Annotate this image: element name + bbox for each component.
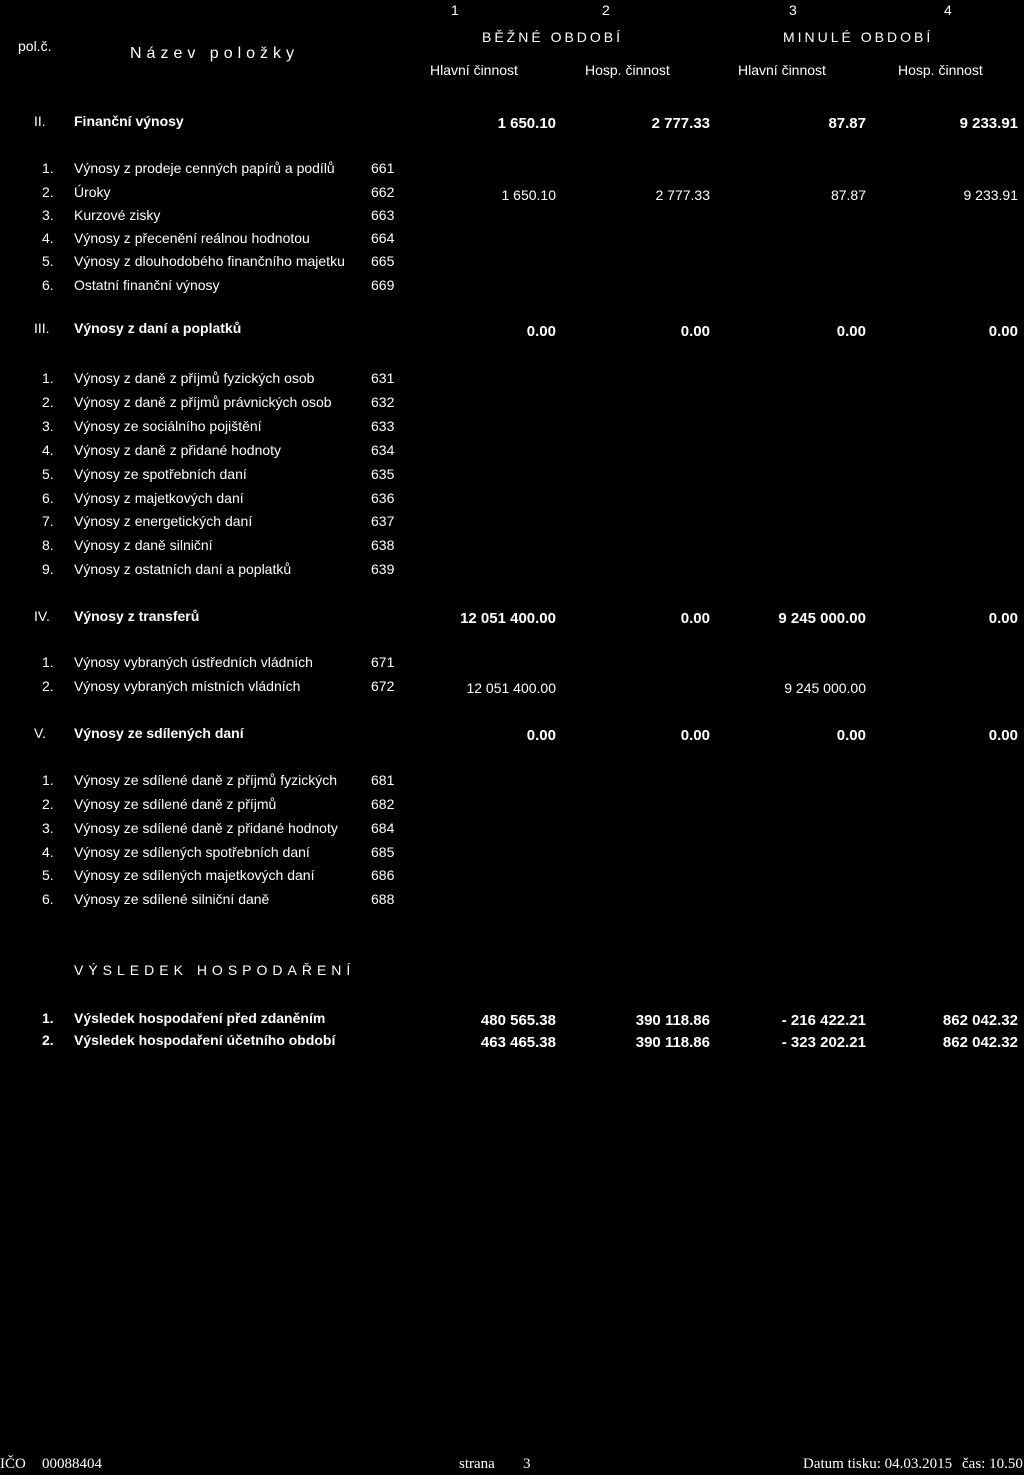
section-roman: III. [34, 320, 50, 336]
result-row-label: Výsledek hospodaření před zdaněním [74, 1010, 326, 1026]
item-number-heading: pol.č. [18, 38, 52, 54]
column-number-2: 2 [602, 2, 610, 18]
item-label: Výnosy ze sdílených spotřebních daní [74, 844, 310, 860]
section-value-col3: 87.87 [828, 115, 866, 132]
section-roman: IV. [34, 608, 50, 624]
item-label: Výnosy z daně z příjmů fyzických osob [74, 370, 315, 386]
item-label: Výnosy z majetkových daní [74, 490, 244, 506]
result-value-col3: - 216 422.21 [781, 1012, 866, 1029]
section-value-col1: 0.00 [526, 727, 556, 744]
item-number: 1. [42, 370, 54, 386]
item-code: 685 [371, 844, 395, 860]
column-number-4: 4 [944, 2, 952, 18]
item-code: 681 [371, 772, 395, 788]
item-number: 1. [42, 160, 54, 176]
item-number: 1. [42, 772, 54, 788]
section-value-col2: 0.00 [680, 323, 710, 340]
item-number: 2. [42, 796, 54, 812]
item-label: Výnosy ze sdílené daně z příjmů fyzických [74, 772, 338, 788]
section-value-col4: 0.00 [988, 610, 1018, 627]
item-value-col1: 1 650.10 [501, 187, 556, 203]
item-value-col1: 12 051 400.00 [466, 680, 556, 696]
item-code: 633 [371, 418, 395, 434]
item-number: 5. [42, 466, 54, 482]
item-code: 669 [371, 277, 395, 293]
item-number: 2. [42, 184, 54, 200]
section-title: Výnosy z daní a poplatků [74, 320, 242, 336]
previous-main-activity-heading: Hlavní činnost [738, 62, 826, 78]
item-number: 3. [42, 418, 54, 434]
item-code: 632 [371, 394, 395, 410]
section-value-col2: 0.00 [680, 610, 710, 627]
result-value-col1: 463 465.38 [480, 1034, 556, 1051]
item-label: Výnosy vybraných místních vládních [74, 678, 301, 694]
item-code: 639 [371, 561, 395, 577]
current-period-heading: BĚŽNÉ OBDOBÍ [482, 29, 624, 45]
item-code: 634 [371, 442, 395, 458]
section-value-col3: 0.00 [836, 323, 866, 340]
item-code: 662 [371, 184, 395, 200]
item-number: 5. [42, 867, 54, 883]
section-value-col3: 0.00 [836, 727, 866, 744]
current-main-activity-heading: Hlavní činnost [430, 62, 518, 78]
item-code: 684 [371, 820, 395, 836]
item-code: 635 [371, 466, 395, 482]
item-number: 1. [42, 654, 54, 670]
item-code: 663 [371, 207, 395, 223]
item-value-col3: 87.87 [830, 187, 866, 203]
column-number-1: 1 [451, 2, 459, 18]
item-label: Výnosy z daně silniční [74, 537, 213, 553]
current-economic-activity-heading: Hosp. činnost [585, 62, 670, 78]
item-code: 688 [371, 891, 395, 907]
print-time: čas: 10.50 [962, 1456, 1023, 1472]
result-row-number: 1. [42, 1010, 54, 1026]
item-label: Výnosy z energetických daní [74, 513, 253, 529]
page-label: strana [459, 1456, 495, 1472]
item-label: Výnosy z přecenění reálnou hodnotou [74, 230, 310, 246]
item-number: 3. [42, 207, 54, 223]
result-title: VÝSLEDEK HOSPODAŘENÍ [74, 962, 356, 978]
item-number: 8. [42, 537, 54, 553]
section-value-col1: 1 650.10 [497, 115, 556, 132]
item-code: 682 [371, 796, 395, 812]
result-value-col4: 862 042.32 [942, 1012, 1018, 1029]
item-value-col3: 9 245 000.00 [784, 680, 866, 696]
item-label: Úroky [74, 184, 111, 200]
item-number: 7. [42, 513, 54, 529]
section-value-col4: 0.00 [988, 727, 1018, 744]
item-value-col4: 9 233.91 [963, 187, 1018, 203]
section-value-col2: 2 777.33 [651, 115, 710, 132]
item-label: Výnosy z prodeje cenných papírů a podílů [74, 160, 335, 176]
item-label: Výnosy z ostatních daní a poplatků [74, 561, 292, 577]
item-number: 5. [42, 253, 54, 269]
item-number: 3. [42, 820, 54, 836]
result-value-col3: - 323 202.21 [781, 1034, 866, 1051]
section-roman: II. [34, 113, 46, 129]
previous-period-heading: MINULÉ OBDOBÍ [783, 29, 934, 45]
item-code: 665 [371, 253, 395, 269]
section-value-col3: 9 245 000.00 [778, 610, 866, 627]
section-value-col1: 12 051 400.00 [460, 610, 556, 627]
result-value-col1: 480 565.38 [480, 1012, 556, 1029]
item-number: 2. [42, 678, 54, 694]
item-code: 686 [371, 867, 395, 883]
item-value-col2: 2 777.33 [655, 187, 710, 203]
item-code: 671 [371, 654, 395, 670]
item-number: 2. [42, 394, 54, 410]
section-title: Výnosy ze sdílených daní [74, 725, 244, 741]
result-row-number: 2. [42, 1032, 54, 1048]
item-label: Výnosy ze sdílené daně z přidané hodnoty [74, 820, 338, 836]
item-code: 672 [371, 678, 395, 694]
item-number: 6. [42, 490, 54, 506]
result-value-col2: 390 118.86 [635, 1034, 710, 1051]
item-code: 661 [371, 160, 395, 176]
section-title: Výnosy z transferů [74, 608, 200, 624]
item-name-heading: Název položky [130, 45, 300, 62]
item-code: 637 [371, 513, 395, 529]
item-label: Výnosy ze sociálního pojištění [74, 418, 262, 434]
item-code: 631 [371, 370, 395, 386]
item-label: Výnosy ze sdílené silniční daně [74, 891, 270, 907]
ico-label: IČO [0, 1456, 26, 1472]
item-label: Výnosy vybraných ústředních vládních [74, 654, 313, 670]
section-value-col4: 9 233.91 [959, 115, 1018, 132]
item-number: 4. [42, 442, 54, 458]
item-label: Výnosy ze spotřebních daní [74, 466, 247, 482]
item-number: 4. [42, 844, 54, 860]
item-label: Výnosy z dlouhodobého finančního majetku [74, 253, 345, 269]
item-number: 6. [42, 891, 54, 907]
item-code: 636 [371, 490, 395, 506]
item-number: 6. [42, 277, 54, 293]
section-roman: V. [34, 725, 46, 741]
item-number: 4. [42, 230, 54, 246]
result-value-col4: 862 042.32 [942, 1034, 1018, 1051]
result-value-col2: 390 118.86 [635, 1012, 710, 1029]
item-label: Výnosy ze sdílených majetkových daní [74, 867, 315, 883]
previous-economic-activity-heading: Hosp. činnost [898, 62, 983, 78]
item-label: Kurzové zisky [74, 207, 161, 223]
section-value-col2: 0.00 [680, 727, 710, 744]
item-label: Výnosy z daně z přidané hodnoty [74, 442, 282, 458]
item-label: Výnosy z daně z příjmů právnických osob [74, 394, 332, 410]
page-number: 3 [523, 1456, 531, 1472]
item-label: Výnosy ze sdílené daně z příjmů [74, 796, 277, 812]
column-number-3: 3 [789, 2, 797, 18]
item-code: 664 [371, 230, 395, 246]
section-value-col4: 0.00 [988, 323, 1018, 340]
result-row-label: Výsledek hospodaření účetního období [74, 1032, 336, 1048]
section-value-col1: 0.00 [526, 323, 556, 340]
section-title: Finanční výnosy [74, 113, 184, 129]
item-number: 9. [42, 561, 54, 577]
item-label: Ostatní finanční výnosy [74, 277, 220, 293]
item-code: 638 [371, 537, 395, 553]
ico-value: 00088404 [42, 1456, 102, 1472]
print-date: Datum tisku: 04.03.2015 [803, 1456, 953, 1472]
